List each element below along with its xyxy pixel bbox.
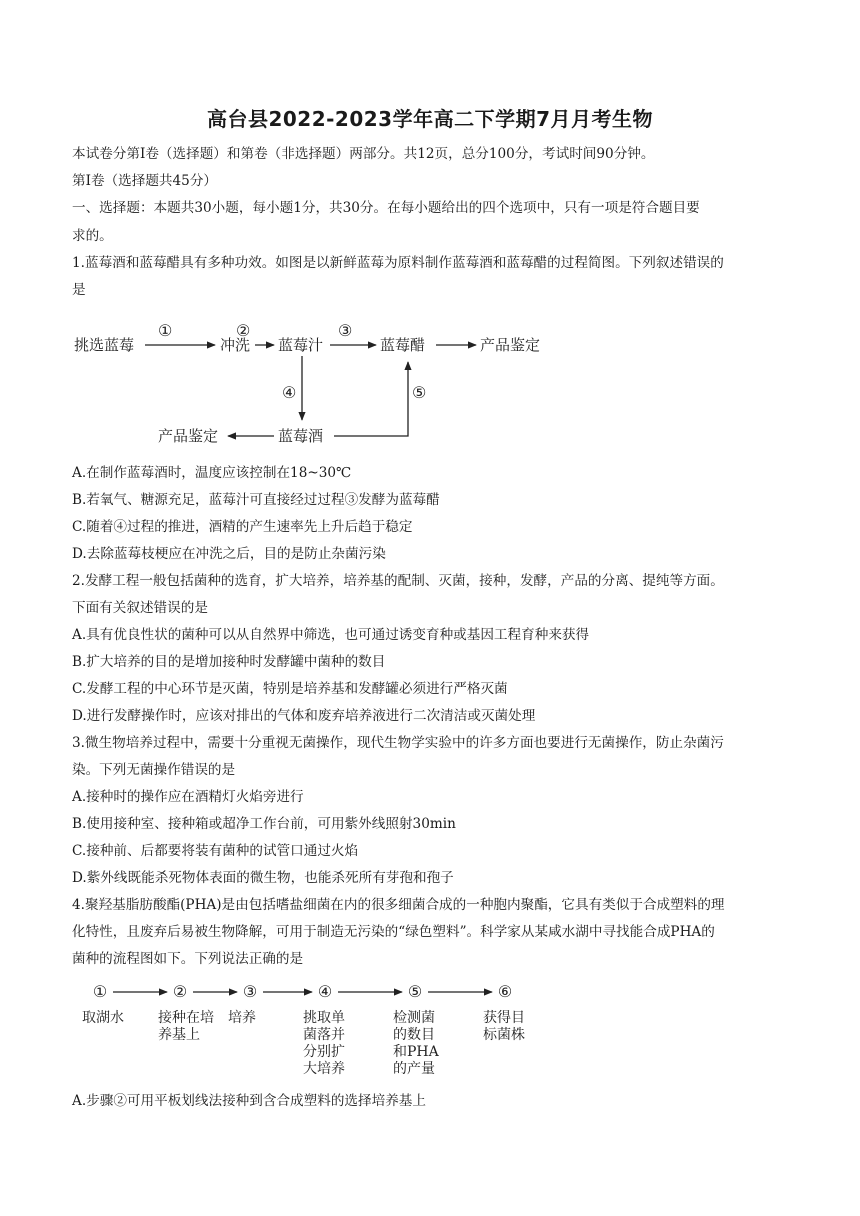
q2-option-c: C.发酵工程的中心环节是灭菌，特别是培养基和发酵罐必须进行严格灭菌	[72, 681, 508, 697]
flow-step-5-label: 的产量	[393, 1061, 435, 1077]
flow-step-6: ⑥	[497, 982, 513, 1001]
step-2-label: ②	[236, 321, 251, 340]
exam-info: 本试卷分第Ⅰ卷（选择题）和第卷（非选择题）两部分。共12页，总分100分，考试时间90分钟。	[72, 146, 655, 162]
flow-step-1-label: 取湖水	[82, 1010, 124, 1026]
flow-step-2: ②	[172, 982, 188, 1001]
flow-step-2-label: 接种在培	[158, 1010, 214, 1026]
exam-title: 高台县2022-2023学年高二下学期7月月考生物	[206, 107, 654, 131]
q1-stem-line2: 是	[72, 282, 86, 298]
flow-step-6-label: 标菌株	[483, 1027, 525, 1043]
q1-option-a: A.在制作蓝莓酒时，温度应该控制在18~30℃	[72, 465, 352, 481]
q4-stem-line3: 菌种的流程图如下。下列说法正确的是	[72, 951, 304, 967]
node-identify-top: 产品鉴定	[480, 336, 541, 354]
flow-step-6-label: 获得目	[483, 1010, 525, 1026]
flow-step-2-label: 养基上	[158, 1027, 200, 1043]
section-instruction-line1: 一、选择题：本题共30小题，每小题1分，共30分。在每小题给出的四个选项中，只有一项是符合题目要	[72, 200, 700, 216]
q2-option-d: D.进行发酵操作时，应该对排出的气体和废弃培养液进行二次清洁或灭菌处理	[72, 708, 536, 724]
arrow-7	[334, 362, 408, 436]
flow-step-3-label: 培养	[228, 1010, 256, 1026]
q2-stem-line2: 下面有关叙述错误的是	[72, 600, 208, 616]
q1-stem-line1: 1.蓝莓酒和蓝莓醋具有多种功效。如图是以新鲜蓝莓为原料制作蓝莓酒和蓝莓醋的过程简图。下列叙述错误的	[72, 255, 724, 271]
node-vinegar: 蓝莓醋	[380, 336, 426, 354]
q4-flow-diagram	[80, 976, 560, 1086]
node-identify-bottom: 产品鉴定	[158, 427, 219, 445]
section-instruction-line2: 求的。	[72, 228, 113, 244]
flow-step-5-label: 和PHA	[393, 1044, 439, 1060]
node-wash: 冲洗	[220, 336, 251, 354]
q3-option-a: A.接种时的操作应在酒精灯火焰旁进行	[72, 789, 304, 805]
step-4-label: ④	[282, 383, 297, 402]
q4-stem-line2: 化特性，且废弃后易被生物降解，可用于制造无污染的“绿色塑料”。科学家从某咸水湖中寻找能合成PHA的	[72, 924, 715, 940]
flow-step-4-label: 大培养	[303, 1061, 345, 1077]
step-1-label: ①	[158, 321, 173, 340]
q1-option-c: C.随着④过程的推进，酒精的产生速率先上升后趋于稳定	[72, 519, 413, 535]
flow-step-4-label: 菌落并	[303, 1027, 345, 1043]
node-juice: 蓝莓汁	[278, 336, 324, 354]
part-heading: 第Ⅰ卷（选择题共45分）	[72, 173, 218, 189]
flow-step-5-label: 的数目	[393, 1027, 435, 1043]
flow-step-4-label: 分别扩	[303, 1044, 345, 1060]
flow-step-5: ⑤	[407, 982, 423, 1001]
flow-step-4: ④	[317, 982, 333, 1001]
flow-step-3: ③	[242, 982, 258, 1001]
q2-stem-line1: 2.发酵工程一般包括菌种的选育，扩大培养，培养基的配制、灭菌，接种，发酵，产品的分离、提纯等方面。	[72, 573, 724, 589]
q3-option-d: D.紫外线既能杀死物体表面的微生物，也能杀死所有芽孢和孢子	[72, 870, 454, 886]
q3-option-c: C.接种前、后都要将装有菌种的试管口通过火焰	[72, 843, 359, 859]
q2-option-b: B.扩大培养的目的是增加接种时发酵罐中菌种的数目	[72, 654, 386, 670]
q3-stem-line1: 3.微生物培养过程中，需要十分重视无菌操作，现代生物学实验中的许多方面也要进行无菌操作，防止杂菌污	[72, 735, 724, 751]
flow-step-4-label: 挑取单	[303, 1010, 345, 1026]
q1-option-b: B.若氧气、糖源充足，蓝莓汁可直接经过过程③发酵为蓝莓醋	[72, 492, 440, 508]
q1-option-d: D.去除蓝莓枝梗应在冲洗之后，目的是防止杂菌污染	[72, 546, 386, 562]
q4-option-a: A.步骤②可用平板划线法接种到含合成塑料的选择培养基上	[72, 1093, 426, 1109]
flow-step-5-label: 检测菌	[393, 1010, 435, 1026]
q3-stem-line2: 染。下列无菌操作错误的是	[72, 762, 236, 778]
flow-step-1: ①	[92, 982, 108, 1001]
step-5-label: ⑤	[412, 383, 427, 402]
q1-process-diagram	[60, 310, 580, 460]
step-3-label: ③	[338, 321, 353, 340]
q3-option-b: B.使用接种室、接种箱或超净工作台前，可用紫外线照射30min	[72, 816, 456, 832]
q2-option-a: A.具有优良性状的菌种可以从自然界中筛选，也可通过诱变育种或基因工程育种来获得	[72, 627, 590, 643]
q4-stem-line1: 4.聚羟基脂肪酸酯(PHA)是由包括嗜盐细菌在内的很多细菌合成的一种胞内聚酯，它具有类似于合成塑料的理	[72, 897, 725, 913]
node-select-blueberry: 挑选蓝莓	[74, 336, 135, 354]
node-wine: 蓝莓酒	[278, 427, 324, 445]
